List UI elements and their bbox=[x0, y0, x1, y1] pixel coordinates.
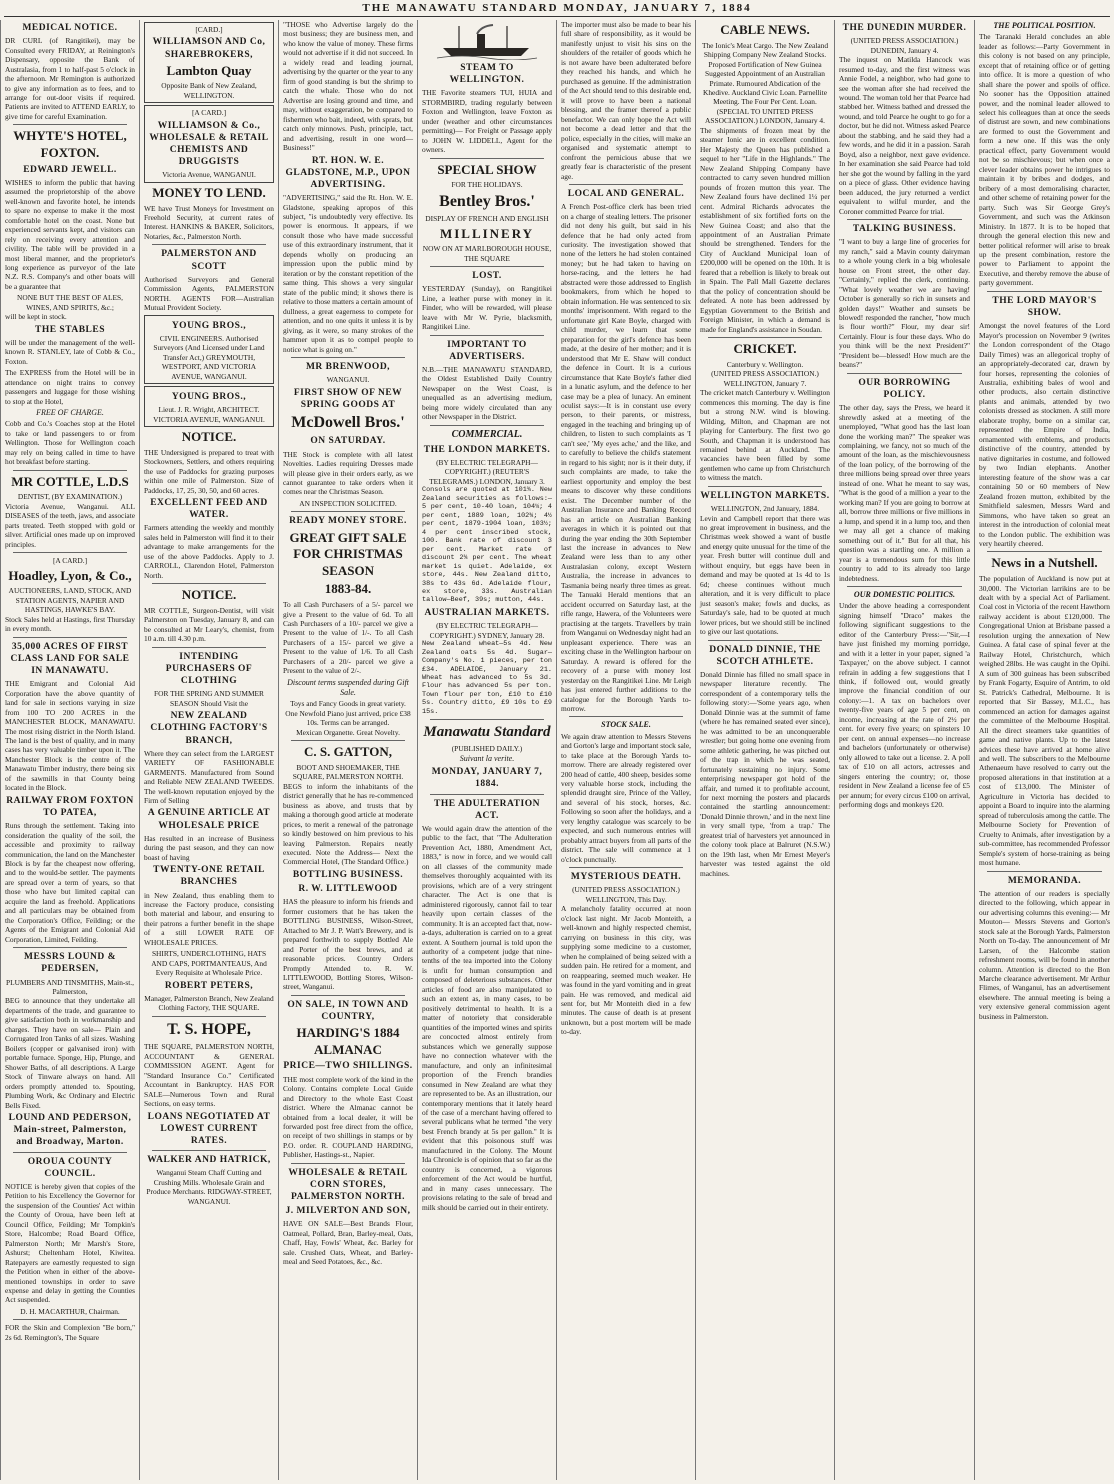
money-to-lend-body: WE have Trust Moneys for Investment on Freehold Security, at current rates of Interest. HANKINS & BAKER, Solicitors, Notaries, &c., Palmerston North. bbox=[144, 203, 274, 241]
australian-markets-heading: AUSTRALIAN MARKETS. bbox=[424, 607, 550, 618]
notice-2-body: MR COTTLE, Surgeon-Dentist, will visit Palmerston on Tuesday, January 8, and can be consulted at Mr Leary's, chemist, from 10 a.m. till 4.30 p.m. bbox=[144, 605, 274, 644]
adulteration-heading: THE ADULTERATION ACT. bbox=[434, 798, 540, 821]
divider bbox=[708, 486, 822, 487]
masthead-rule bbox=[4, 16, 1110, 17]
divider bbox=[708, 337, 822, 338]
for-the-holidays: FOR THE HOLIDAYS. bbox=[451, 180, 523, 190]
divider bbox=[13, 1152, 127, 1153]
talking-business-heading: TALKING BUSINESS. bbox=[852, 224, 957, 235]
london-markets-body: Consols are quoted at 101¾. New Zealand securities as follows:— 5 per cent, 10-40 loan, 104¼; 4 per cent, 1889 loan, 102¾; 4½ per cent, 1879-1904 loan, 103½; 4 per cent inscribed stock, 100. Bank rate of discount 3 per cent. Market rate of discount 2¾ per cent. The wheat market is quiet. Adelaide, ex store, 44s. New Zealand ditto, 38s to 43s 6d. Adelaide flour, ex store, 33s. Australian tallow—Beef, 39s; mutton, 44s. bbox=[422, 486, 552, 605]
shirts-body: SHIRTS, UNDERCLOTHING, HATS AND CAPS, PORTMANTEAUS, And Every Requisite at Wholesale Price. bbox=[151, 949, 267, 978]
palmerston-scott-heading: PALMERSTON AND SCOTT bbox=[161, 249, 257, 272]
hoadley-heading: Hoadley, Lyon, & Co., bbox=[8, 567, 132, 583]
divider bbox=[13, 470, 127, 471]
importer-body: The importer must also be made to bear his full share of responsibility, as it would be manifestly unjust to visit his sins on the shoulders of the retailer of goods which he is not aware have been adulterated before they reached his hands, and which he purchased as genuine. If the administration of the Act should tend to this desirable end, it will prove to have been a national blessing, and the framer thereof a public benefactor. We can only hope the Act will not become a dead letter and that the police, especially in the cities, will make an organised and systematic attempt to confront the pernicious abuse that we greatly fear is characteristic of the present age. bbox=[561, 20, 691, 181]
young-bros-architect-sub: Lieut. J. R. Wright, ARCHITECT. VICTORIA AVENUE, WANGANUI. bbox=[153, 405, 265, 424]
mysterious-death-heading: MYSTERIOUS DEATH. bbox=[570, 872, 682, 883]
medical-notice-heading: MEDICAL NOTICE. bbox=[22, 23, 118, 33]
divider bbox=[13, 637, 127, 638]
on-sale-heading: ON SALE, IN TOWN AND COUNTRY, bbox=[287, 999, 409, 1023]
lound-body: BEG to announce that they undertake all departments of the trade, and guarantee to give satisfaction both in workmanship and charges. They have on sale— Plain and Corrugated Iron Tanks of all sizes. Washing Boilers (copper or galvanised iron) with portable furnace. Sponge, Hip, Plunge, and Shower Baths, of all descriptions. A Large Stock of Tinware always on hand. All orders promptly attended to. Spouting, Plumbing Work, &c Ordinary and Electric Bells Fixed. bbox=[5, 996, 135, 1110]
motto: Suivant la verite. bbox=[459, 754, 515, 764]
lound-heading: MESSRS LOUND & PEDERSEN, bbox=[24, 952, 116, 975]
corn-stores-heading: WHOLESALE & RETAIL CORN STORES, PALMERSTON NORTH. bbox=[288, 1167, 408, 1203]
williamson-heading: WILLIAMSON AND Co, SHAREBROKERS, bbox=[152, 37, 266, 60]
cottle-body: Victoria Avenue, Wanganui. ALL DISEASES of the teeth, jaws, and associate parts treated. Teeth stopped with gold or silver. Artificial ones made up on improved principles. bbox=[5, 501, 135, 549]
cricket-sub: Canterbury v. Wellington. bbox=[726, 359, 804, 369]
twenty-one-heading: TWENTY-ONE RETAIL BRANCHES bbox=[153, 865, 265, 888]
mexican-line: Mexican Organette. Great Novelty. bbox=[296, 727, 400, 737]
stables-body: will be under the management of the well-known R. STANLEY, late of Cobb & Co., Foxton. bbox=[5, 337, 135, 366]
news-nutshell-heading: News in a Nutshell. bbox=[991, 555, 1098, 571]
cricket-heading: CRICKET. bbox=[733, 341, 797, 357]
littlewood-body: HAS the pleasure to inform his friends and former customers that he has taken the BOTTLING BUSINESS, Wilson-Street, Attached to Mr J. P. Watt's Brewery, and is prepared forthwith to supply Bottled Ale and Porter of the best brews, and at reasonable prices. Country Orders Promptly Attended to. R. W. LITTLEWOOD, Bottling Stores, Wilson-street, Wanganui. bbox=[283, 897, 413, 992]
column-3 bbox=[278, 20, 417, 1480]
now-on: NOW ON AT MARLBOROUGH HOUSE, THE SQUARE bbox=[422, 244, 552, 263]
hoadley-card: [A CARD.] bbox=[52, 556, 88, 566]
commercial-heading: COMMERCIAL. bbox=[451, 428, 523, 440]
peters-heading: ROBERT PETERS, bbox=[164, 980, 254, 991]
williamson-chemists-label: [A CARD.] bbox=[191, 108, 227, 118]
intending-sub: FOR THE SPRING AND SUMMER SEASON Should Visit the bbox=[154, 689, 264, 708]
standard-title: Manawatu Standard bbox=[423, 724, 551, 741]
advertising-quote: "THOSE who Advertise largely do the most business; they are business men, and who know the value of money. These firms would not advertise if it did not succeed. In a widely read and leading journal, advertising by the quarter or the year to any firm of good standing is but the shrimp to catch the whale. Those who do not Advertise are losing ground and time, and may, without exaggeration, be compared to fishermen who bait, indeed, with sprats, but catch only minnows. Push, principle, tact, and advertising, result in one word—Business!" bbox=[283, 20, 413, 153]
peters-sub: Manager, Palmerston Branch, New Zealand Clothing Factory, THE SQUARE. bbox=[144, 993, 274, 1013]
wellington-markets-sub: WELLINGTON, 2nd January, 1884. bbox=[710, 504, 820, 514]
bottling-heading: BOTTLING BUSINESS. bbox=[292, 869, 404, 880]
bentley-bros: Bentley Bros.' bbox=[439, 192, 535, 210]
steamship-icon bbox=[437, 22, 537, 60]
running-head: THE MANAWATU STANDARD MONDAY, JANUARY 7, 1884 bbox=[362, 2, 752, 14]
young-bros-heading: YOUNG BROS., bbox=[171, 320, 247, 331]
borrowing-body: The other day, says the Press, we heard it shrewdly asked at a meeting of the unemployed, "What good has the last loan done the working man?" The speaker was complaining, we fancy, not so much of the amount of the loan, as the mischievousness of the loan policy, of the borrowing of the three millions being spread over three years instead of one. What he meant to say was, "What is the good of a million a year to the working man? If you are going to borrow at all, borrow three millions or five millions in a lump, and spend it in a lump too, and then we may all get a chance of making something out of it." But for all that, his question was a startling one. A million a year is a tremendous sum for this little country to add to its already too large indebtedness. bbox=[839, 403, 970, 583]
mysterious-death-body: A melancholy fatality occurred at noon o'clock last night. Mr Jacob Monteith, a well-known and highly respected chemist, carrying on business in this city, was supplying some medicine to a customer, when he complained of being seized with a sudden pain. He retired for a moment, and on reappearing, seemed much weaker. He was found in the yard vomiting and in great pain. He was removed, and medical aid sent for, but Mr Monteith died in a few minutes. The cause of death is at present unknown, but a post mortem will be made to-day. bbox=[561, 904, 691, 1037]
acres-heading: 35,000 ACRES OF FIRST CLASS LAND FOR SALE IN MANAWATU. bbox=[10, 641, 130, 677]
column-8 bbox=[974, 20, 1114, 1480]
divider bbox=[987, 291, 1102, 292]
divider bbox=[291, 511, 405, 512]
steam-body: THE Favorite steamers TUI, HUIA and STORMBIRD, trading regularly between Foxton and Wellington, leave Foxton as under (weather and other circumstances permitting)— For Freight or Passage apply to JOHN W. LIDDELL, Agent for the owners. bbox=[422, 88, 552, 155]
divider bbox=[847, 586, 962, 587]
williamson-card bbox=[144, 22, 274, 103]
money-to-lend-heading: MONEY TO LEND. bbox=[152, 184, 266, 200]
borrowing-heading: OUR BORROWING POLICY. bbox=[858, 377, 951, 400]
gladstone-heading: RT. HON. W. E. GLADSTONE, M.P., UPON ADVERTISING. bbox=[285, 155, 411, 190]
twenty-one-body: in New Zealand, thus enabling them to increase the Factory produce, consisting both material and labour, and ensuring to their patrons a further benefit in the shape of a still LOWER RATE OF WHOLESALE PRICES. bbox=[144, 890, 274, 947]
williamson-sub: Opposite Bank of New Zealand, WELLINGTON. bbox=[161, 81, 257, 100]
divider bbox=[430, 794, 544, 795]
steam-heading: STEAM TO WELLINGTON. bbox=[449, 63, 525, 86]
mcdowell-bros: McDowell Bros.' bbox=[291, 413, 405, 431]
railway-heading: RAILWAY FROM FOXTON TO PATEA, bbox=[6, 795, 134, 818]
column-1 bbox=[0, 20, 139, 1480]
political-position-body: The Taranaki Herald concludes an able leader as follows:—Party Government in this colony is not based on any principle, except that of retaining office or of getting into office. It is more a question of who shall share the power and spoils of office. No sooner has the Opposition attained power, and the nominal leader allowed to select his colleagues than at once the seeds of distrust are sown, and new combinations are formed to oust the Government and form a new one. If this was the only practical effect, party Government would not be so mischievous; but when once a clever leader obtains power he intrigues to maintain it by bribes and dodges, and bribery of a most demoralising character, and other scheme of retaining power for the party. Such was Sir George Grey's Government, and such was the Atkinson Ministry. In 1877. It is to be hoped that through the general election this new and better political reformer will arise to break up the present combination, restore the power to Parliament to appoint the Executive, and thereby remove the abuse of party government. bbox=[979, 32, 1110, 288]
edward-jewell-heading: EDWARD JEWELL. bbox=[23, 164, 117, 175]
divider bbox=[152, 583, 266, 584]
hope-heading: T. S. HOPE, bbox=[167, 1020, 251, 1038]
divider bbox=[987, 551, 1102, 552]
williamson-chemists-card bbox=[144, 105, 274, 183]
stables-heading: THE STABLES bbox=[34, 324, 105, 335]
lost-heading: LOST. bbox=[472, 271, 502, 282]
wellington-markets-heading: WELLINGTON MARKETS. bbox=[700, 490, 830, 501]
display-of: DISPLAY OF FRENCH AND ENGLISH bbox=[425, 214, 549, 224]
talking-business-body: "I want to buy a large line of groceries for my ranch," said a Mavin county dairyman to a whole young clerk in a big wholesale house on Front street, the other day. "Certainly," replied the clerk, continuing. "What lovely weather we are having! October is generally so rich in sunsets and golden days!" Weather and sunsets be blowed! responded the rancher, "how much is flour worth?" Flour, my dear sir! Certainly. Flour is four these days. Who do you think will be the next President?" "President be—blessed! How much are the beans?" bbox=[839, 237, 970, 370]
gift-sale-heading: GREAT GIFT SALE FOR CHRISTMAS SEASON bbox=[289, 529, 407, 578]
dunedin-murder-sub: (UNITED PRESS ASSOCIATION.) DUNEDIN, January 4. bbox=[850, 36, 959, 55]
whytes-hotel-heading: WHYTE'S HOTEL, FOXTON. bbox=[13, 128, 127, 160]
divider bbox=[430, 425, 544, 426]
railway-body: Runs through the settlement. Taking into consideration the quality of the soil, the accessible and proximity to railway communication, the land on the Manchester Block is by far the cheapest now offering, and to the would-be settler. The payments are spread over a term of years, so that those who have but limited capital can acquire the land as freehold. Applications and all particulars may be obtained from the Corporation's Office, Feilding; or the Agents of the Emigrant and Colonial Aid Corporation, Limited, Feilding. bbox=[5, 821, 135, 944]
wines-end: will be kept in stock. bbox=[5, 312, 67, 322]
divider bbox=[430, 335, 544, 336]
almanac-body: THE most complete work of the kind in the Colony. Contains complete Local Guide and Directory to the whole East Coast district. Where the Almanac cannot be obtained from a local dealer, it will be forwarded post free direct from the office, on receipt of two shillings in stamps or by P.O. order. R. COUPLAND HARDING, Publisher, Hastings-st., Napier. bbox=[283, 1074, 413, 1160]
memoranda-body: The attention of our readers is specially directed to the following, which appear in our advertising columns this evening:— Mr Mouton— Messrs Stevens and Gorton's stock sale at the Borough Yards, Palmerston North on To-day. The announcement of Mr Larsen, of the Halcombe station refreshment rooms, will be found in another column. Attention is directed to the Bon Marche clearance advertisement. Mr Arthur Flimes, of Wanganui, has an advertisement elsewhere. The annual meeting is being a very extensive general commission agent business in Palmerston. bbox=[979, 888, 1110, 1021]
divider bbox=[152, 1150, 266, 1151]
kenwood-heading: MR BRENWOOD, bbox=[305, 362, 391, 372]
local-general-body: A French Post-office clerk has been tried on a charge of stealing letters. The prisoner did not deny his guilt, but said in his defence that he had only acted from curiosity. The investigation showed that none of the letters he had stolen contained money; but he had taken to having on horse-racing, and the letters he had abstracted were those addressed to English bookmakers, from which he hoped to obtain information. He was sentenced to six months' imprisonment. With regard to the unfortunate girl Kate Boyle, charged with child murder, we learn that some preparation for the girl's defence has been made, at the desire of her mother; and it is understood that Mr E. Shaw will conduct the defence in Court. It is a curious circumstance that Kate Boyle's father died in a lunatic asylum, and the defence to her case may be a plea of lunacy. An eminent oculist says:—It is in constant use every person, to their parents, or mistress, engaged in the teaching and bringing up of children, to listen to such complaints as 'I can't see,' 'My eyes ache,' and the like, and to carefully to believe the child's statement in regard to his sight; nor is it their duty, if such complaints are made, to take the earliest opportunity and employ the best means to discover why these conditions exist. The December number of the Australian Insurance and Banking Record has an article on Australian Banking averages in which it is pointed out that during the year ending the 30th September last the increase in advances to New Zealand were less than to any other Australasian colony, except Western Australia, the increase in advances to Tasmania being nearly three times as great. The Tanuaki Herald mentions that an accident occurred on Saturday last, at the rifle range, Hawera, of the Volunteers were practising at the targets. Travellers by train from Wanganui on Wednesday night had an unpleasant experience. There was an exciting chase in the Wellington harbour on Saturday. A reward is offered for the recovery of a purse with money lost yesterday on the Rangitikei Line. Mr Leigh has just entered further additions to the catalogue for the Borough Yards to-morrow. bbox=[561, 202, 691, 713]
cottle-sub: DENTIST, (BY EXAMINATION.) bbox=[17, 492, 123, 502]
lound-sub: PLUMBERS AND TINSMITHS, Main-st., Palmerston, bbox=[6, 977, 134, 996]
divider bbox=[152, 244, 266, 245]
feed-water-body: Farmers attending the weekly and monthly sales held in Palmerston will find it to their advantage to make arrangements for the use of the above Paddocks. Apply to J. CARROLL, Clarendon Hotel, Palmerston North. bbox=[144, 523, 274, 580]
cable-news-heading: CABLE NEWS. bbox=[720, 22, 810, 37]
cricket-body: The cricket match Canterbury v. Wellington commences this morning. The day is fine but a strong N.W. wind is blowing. Wilding, Milton, and Chapman are not playing for Canterbury. The first two go South, and Chapman it is understood has remained behind at Auckland. The vacancies have been filled by some gentlemen who came up from Christchurch to witness the match. bbox=[700, 388, 830, 483]
dunedin-murder-heading: THE DUNEDIN MURDER. bbox=[842, 23, 967, 33]
williamson-address: Lambton Quay bbox=[166, 62, 252, 78]
walker-heading: WALKER AND HATRICK, bbox=[147, 1155, 271, 1166]
divider bbox=[430, 719, 544, 720]
special-show: SPECIAL SHOW bbox=[437, 161, 537, 177]
milverton-heading: J. MILVERTON AND SON, bbox=[285, 1206, 411, 1217]
divider bbox=[13, 947, 127, 948]
divider bbox=[847, 219, 962, 220]
divider bbox=[13, 1319, 127, 1320]
notice-body: THE Undersigned is prepared to treat with Stockowners, Settlers, and others requiring the use of Paddocks for grazing purposes within one mile of Palmerston. Size of Paddocks, 17, 25, 30, 50, and 60 acres. bbox=[144, 447, 274, 495]
london-markets-sub: (BY ELECTRIC TELEGRAPH—COPYRIGHT.) (REUTER'S TELEGRAMS.) LONDON, January 3. bbox=[429, 457, 545, 486]
milverton-body: HAVE ON SALE—Best Brands Flour, Oatmeal, Pollard, Bran, Barley-meal, Oats, Chaff, Hay, Fowls' Wheat, &c. Barley for sale. Crushed Oats, Wheat, and Barley-meal and Seed Potatoes, &c., &c. bbox=[283, 1219, 413, 1267]
divider bbox=[987, 871, 1102, 872]
express-body: The EXPRESS from the Hotel will be in attendance on night trains to convey passengers and luggage for those wishing to stop at the Hotel, bbox=[5, 368, 135, 406]
divider bbox=[291, 740, 405, 741]
edward-jewell-body: WISHES to inform the public that having assumed the proprietorship of the above well-known and favorite hotel, he intends to spare no expense to make it the most comfortable hotel on the coast. None but experienced servants kept, and visitors can rely on receiving every attention and civility. The table will be provided in a most liberal manner, and the proprietor's long experience as purveyor of the late N.Z. R.S. Company's and other boats will be a guarantee that bbox=[5, 177, 135, 291]
piano-line: One Newfold Piano just arrived, price £38 10s. Terms can be arranged. bbox=[285, 708, 411, 728]
oroua-body: NOTICE is hereby given that copies of the Petition to his Excellency the Governor for the suspension of the Counties' Act within the County of Oroua, have been left at Council Office, Feilding; Mr Tompkin's Store, Halcombe; Road Board Office, Palmerston North; Mr Marsh's Store, Ashurst; Cheltenham Hotel, Kiwitea. Ratepayers are earnestly requested to sign the Petition when in either of the above-mentioned townships in order to save expense and delay in getting the Counties Act suspended. bbox=[5, 1181, 135, 1305]
divider bbox=[847, 373, 962, 374]
young-bros-architect-card bbox=[144, 386, 274, 427]
hoadley-body: Stock Sales held at Hastings, first Thursday in every month. bbox=[5, 614, 135, 634]
loans-heading: LOANS NEGOTIATED AT LOWEST CURRENT RATES. bbox=[147, 1111, 271, 1146]
published-daily: (PUBLISHED DAILY.) bbox=[451, 743, 523, 753]
littlewood-heading: R. W. LITTLEWOOD bbox=[298, 884, 398, 895]
oroua-signature: D. H. MACARTHUR, Chairman. bbox=[20, 1306, 120, 1316]
gladstone-body: "ADVERTISING," said the Rt. Hon. W. E. Gladstone, speaking apropos of this subject, "is undoubtedly very effective. Its power is enormous. It appears, if we consult those who have made successful use of this extraordinary instrument, that it depends wholly on producing an impression upon the public mind by iteration or by the constant repetition of the same thing. This shows a very singular state of the public mind; it shows there is relative to those matters a certain amount of dullness, a great eagerness to compete for attention, and no one quits it unless it is by giving, as it were, so many strokes of the hammer upon it as to compel people to notice what is going on." bbox=[283, 193, 413, 354]
london-markets-heading: THE LONDON MARKETS. bbox=[423, 444, 551, 455]
divider bbox=[291, 357, 405, 358]
divider bbox=[430, 266, 544, 267]
williamson-chemists-heading: WILLIAMSON & Co., WHOLESALE & RETAIL CHEMISTS AND DRUGGISTS bbox=[149, 120, 269, 168]
cable-news-body: The shipments of frozen meat by the steamer Ionic are in excellent condition. Her Majesty the Queen has published a sequel to her "Life in the Highlands." The New Zealand Shipping Company have contracted to carry seven hundred million pounds of frozen mutton this year. The New Zealand fours have declined 1¼ per cent. Admiral Richards advocates the establishment of six fortified forts on the New Guinea Coast; and also that the appointment of an Australian Primate should be strengthened. Tenders for the City of Auckland Municipal loan of £200,000 will be opened on the 10th. It is feared that a rebellion is likely to break out in Spain. The Pall Mall Gazette declares that the policy of concentration should be defeated. A note has been addressed by Egyptian Government to the British and Foreign Minister, in which a demand is made for England's assistance in Soudan. bbox=[700, 125, 830, 334]
discount-note: Discount terms suspended during Gift Sale. bbox=[287, 677, 409, 698]
divider bbox=[152, 647, 266, 648]
adulteration-body: We would again draw the attention of the public to the fact, that "The Adulteration Prevention Act, 1880, Amendment Act, 1883," is now in force, and we would call on all classes of the community made themselves thoroughly acquainted with its provisions, which are of a very stringent character. The Act is one that is administered rigorously, cannot fail to tear heavily upon certain classes of the community. It is an accepted fact that, now-a-days, adulteration is carried on to a great extent. A Southern journal is told upon the authority of a competent judge that nine-tenths of the tea imported into the Colony is unfit for human consumption and composed of deleterious substances. Other articles of food are also manipulated to such an extent as, in many cases, to be positively detrimental to health. It is a matter of notoriety that considerable quantities of the imported wines and spirits are concocted almost entirely from substances which we generally suppose have no connection whatever with the manufacture, and only an infinitesimal proportion of the French brandies consumed in New Zealand are what they are represented to be. As an illustration, our contemporary mentions that it lately heard of the case of a merchant having offered to several publicans what he termed "the very best French brandy at 5s per gallon." It is evident that this poisonous stuff was manufactured in the Colony. The Mount Ida Chronicle is of opinion that so far as the country is concerned, a vigorous enforcement of the Act would be hurtful, and in many cases unnecessary. The provisions relating to the sale of bread and milk should be carried out in their entirety. bbox=[422, 823, 552, 1212]
lound-signature: LOUND AND PEDERSON, Main-street, Palmerston, and Broadway, Marton. bbox=[8, 1113, 132, 1148]
mysterious-death-sub: (UNITED PRESS ASSOCIATION.) WELLINGTON, This Day. bbox=[572, 885, 680, 904]
column-7 bbox=[834, 20, 974, 1480]
genuine-heading: A GENUINE ARTICLE AT WHOLESALE PRICE bbox=[147, 808, 271, 831]
feed-water-heading: EXCELLENT FEED AND WATER. bbox=[150, 498, 268, 521]
ready-money-heading: READY MONEY STORE. bbox=[289, 516, 407, 527]
almanac-price: PRICE—TWO SHILLINGS. bbox=[283, 1061, 413, 1072]
wellington-markets-body: Levin and Campbell report that there was no great improvement in business, and the Christmas week showed a want of bustle and energy quite unusual for the time of the year. Fresh butter will continue dull and without enquiry, but eggs have been in demand and may be quoted at 1s 4d to 1s 6d; cheese continues without much alteration, and it is very difficult to place just season's make; fowls and ducks, as Saturday's sale, had to be quoted at much lower prices, but we should still be inclined to give our last quotations. bbox=[700, 513, 830, 637]
first-show: FIRST SHOW OF NEW SPRING GOODS AT bbox=[293, 387, 403, 410]
issue-date: MONDAY, JANUARY 7, 1884. bbox=[431, 767, 543, 790]
hoadley-sub: AUCTIONEERS, LAND, STOCK, AND STATION AGENTS, NAPIER AND HASTINGS, HAWKE'S BAY. bbox=[8, 586, 132, 615]
lord-mayor-body: Amongst the novel features of the Lord Mayor's procession on November 9 (writes the London correspondent of the Otago Daily Times) was an allegorical trophy of an appropriately-decorated car, drawn by four horses, representing the colonies of Australia, exhibiting bales of wool and other products, also certain distinctive plants and animals, attended by two colonists dressed as stockmen. A still more elaborate trophy, borne on a similar car, represented the Empire of India, ornamented with emblems, and products distinctive of the country, attended by native dignitaries in costume, and followed by two Indian elephants. Another interesting feature of the show was a car containing 50 or 60 members of New Zealand frozen mutton, exhibited by the Smithfield salesmen, Messrs Ward and Simmons, who have taken so great an interest in the introduction of colonial meat to the London public. The exhibition was very heartily cheered. bbox=[979, 321, 1110, 548]
stock-sale-body: We again draw attention to Messrs Stevens and Gorton's large and important stock sale, to take place at the Borough Yards to-morrow. There are already registered over 200 head of cattle, 400 sheep, besides some very valuable horse stock, including the splendid draught sire, Prince of the Valley, and several of his stock, horses, &c. Following so soon after the holidays, and a very lengthy catalogue was scarcely to be expected, and such numerous entries will probably attract buyers from all parts of the district. The sale will commence at 1 o'clock punctually. bbox=[561, 731, 691, 864]
divider bbox=[291, 995, 405, 996]
williamson-chemists-sub: Victoria Avenue, WANGANUI. bbox=[162, 170, 256, 180]
advertisers-body: N.B.—THE MANAWATU STANDARD, the Oldest Established Daily Country Newspaper on the West Coast, is unequalled as an advertising medium, being more widely circulated than any other Newspaper in the District. bbox=[422, 365, 552, 422]
column-6 bbox=[695, 20, 834, 1480]
notice-2-heading: NOTICE. bbox=[181, 587, 237, 603]
column-2 bbox=[139, 20, 278, 1480]
walker-body: Wanganui Steam Chaff Cutting and Crushing Mills. Wholesale Grain and Produce Merchants. RIDGWAY-STREET, WANGANUI. bbox=[146, 1168, 272, 1206]
divider bbox=[152, 1016, 266, 1017]
lord-mayor-heading: THE LORD MAYOR'S SHOW. bbox=[992, 295, 1097, 319]
williamson-card-label: [CARD.] bbox=[195, 25, 223, 34]
palmerston-scott-body: Authorised Surveyors and General Commission Agents, PALMERSTON NORTH. AGENTS FOR—Australian Mutual Provident Society. bbox=[144, 274, 274, 313]
lost-body: YESTERDAY (Sunday), on Rangitikei Line, a leather purse with money in it. Finder, who will be rewarded, will please leave with Mr W. Pyrie, blacksmith, Rangitikei Line. bbox=[422, 284, 552, 332]
cottle-heading: MR COTTLE, L.D.S bbox=[11, 473, 129, 489]
gatton-sub: BOOT AND SHOEMAKER, THE SQUARE, PALMERSTON NORTH. bbox=[292, 762, 404, 782]
divider bbox=[569, 867, 683, 868]
millinery: MILLINERY bbox=[439, 225, 535, 241]
stock-sale-heading: STOCK SALE. bbox=[601, 720, 651, 730]
divider bbox=[569, 184, 683, 185]
dunedin-murder-body: The inquest on Matilda Hancock was resumed to-day, and the first witness was Annie Fodel, a neighbor, who had gone to see the woman after she had received the wound. The woman told her that Pearce had stabbed her. Witness bathed and dressed the wound, and told Pearce he ought to go for a doctor, but he did not. Witness asked Pearce about the stabbing, and he said they had a few words, and he did it in a passion. Sarah Boyd, also a neighbor, next gave evidence. In her examination she said Pearce had told her she got the wound by falling in the yard on a piece of glass. Other evidence having been adduced, the jury returned a verdict equivalent to wilful murder, and the Coroner committed Pearce for trial. bbox=[839, 55, 970, 216]
news-nutshell-body: The population of Auckland is now put at 30,000. The Victorian larrikins are to be dealt with by a special Act of Parliament. Coal cost in Victoria of the recent Hawthorn railway accident is about £120,000. The Congregational Union at Brisbane passed a resolution urging the annexation of New Guinea. A fatal case of spinal fever at the Railway Hotel, Christchurch, which weighed 28lbs. He was caught in the Opihi. A sum of 300 guineas has been subscribed by Frank Fogarty, Esquire of Antrim, to old St. Patrick's Cathedral, Melbourne. It is reported that Sir Bassey, M.L.C., has commenced an action for damages against the committee of the Melbourne Hospital. All the direct steamers take quantities of game and native plants. Up to the latest advices these have arrived at home alive and well. The subscribers to the Melbourne Athenaeum have resolved to carry out the proposed alterations in that institution at a cost of £13,000. The Minister of Agriculture in Victoria has decided to appoint a Board to inquire into the alarming spread of tuberculosis among the cattle. The Melbourne Society for Prevention of Cruelty to Animals, after investigation by a sub-committee, has recommended Professor Semple's system of horse-training as being most humane. bbox=[979, 574, 1110, 868]
political-position-heading: THE POLITICAL POSITION. bbox=[993, 21, 1096, 30]
skin-body: FOR the Skin and Complexion "Be born," 2s 6d. Remington's, The Square bbox=[5, 1323, 135, 1342]
cricket-sub-2: (UNITED PRESS ASSOCIATION.) WELLINGTON, January 7. bbox=[711, 369, 819, 388]
column-4 bbox=[417, 20, 556, 1480]
advertisers-heading: IMPORTANT TO ADVERTISERS. bbox=[447, 339, 527, 362]
oroua-heading: OROUA COUNTY COUNCIL. bbox=[27, 1156, 113, 1179]
dinnie-body: Donald Dinnie has filled no small space in newspaper literature recently. The correspondent of a contemporary tells the following story:—'Some years ago, when Donald Dinnie was at the summit of fame (where he has remained seated ever since), he was admitted to be an unconquerable wrestler; but going home one evening from some athletic gathering, he was pitched out of the trap in which he was seated, fortunately sustaining no injury. Some enterprising newspaper got hold of the affair, and turned it to profitable account, for next morning the posters and placards contained the startling announcement: 'Donald Dinnie thrown,' and in the next line in very small type, 'from a trap.' The greatest trial of harvesters yet announced in the colony took place at Balruret (N.S.W.) on the 19th last, when Mr Ernest Meyer's harvester was tested against the old machines. bbox=[700, 669, 830, 878]
divider bbox=[13, 552, 127, 553]
free-of-charge: FREE OF CHARGE. bbox=[36, 408, 104, 418]
dinnie-heading: DONALD DINNIE, THE SCOTCH ATHLETE. bbox=[709, 644, 821, 667]
toys-line: Toys and Fancy Goods in great variety. bbox=[290, 699, 406, 709]
wines-line: NONE BUT THE BEST OF ALES, WINES, AND SPIRITS, &c.; bbox=[17, 293, 123, 312]
cable-news-items: The Ionic's Meat Cargo. The New Zealand Shipping Company New Zealand Stocks. Proposed Fortification of New Guinea Suggested Appointment of an Australian Primate. Rumoured Abdication of the Khedive. Auckland Civic Loan. Parnellite Meeting. The Four Per Cent. Loan. bbox=[701, 40, 829, 107]
genuine-body: Has resulted in an increase of Business during the past season, and they can now boast of having bbox=[144, 833, 274, 862]
almanac-heading: HARDING'S 1884 ALMANAC bbox=[296, 1025, 400, 1057]
notice-heading: NOTICE. bbox=[181, 429, 237, 445]
column-5 bbox=[556, 20, 695, 1480]
kenwood-sub: WANGANUI. bbox=[326, 375, 370, 385]
divider bbox=[708, 640, 822, 641]
mcdowell-body: THE Stock is complete with all latest Novelties. Ladies requiring Dresses made will please give in their orders early, as we cannot guarantee to take orders when it comes near the Christmas Season. bbox=[283, 449, 413, 497]
young-bros-sub: CIVIL ENGINEERS. Authorised Surveyors (And Licensed under Land Transfer Act,) GREYMOUTH, WESTPORT, AND VICTORIA AVENUE, WANGANUI. bbox=[153, 333, 265, 381]
inspection-solicited: AN INSPECTION SOLICITED. bbox=[299, 498, 397, 508]
cobb-coaches-body: Cobb and Co.'s Coaches stop at the Hotel to take or land passengers to or from Wellington. Those for Wellington coach may rely on being called in time to have hot breakfast before starting. bbox=[5, 419, 135, 467]
divider bbox=[569, 716, 683, 717]
gift-sale-body: To all Cash Purchasers of a 5/- parcel we give a Present to the value of 6d. To all Cash Purchasers of a 10/- parcel we give a Present to the value of 1/-. To all Cash Purchasers of a 15/- parcel we give a Present to the value of 1/6. To all Cash Purchasers of a 20/- parcel we give a Present to the value of 2/-. bbox=[283, 600, 413, 676]
hope-body: THE SQUARE, PALMERSTON NORTH, ACCOUNTANT & GENERAL COMMISSION AGENT. Agent for "Standard Insurance Co." Certificated Accountant in Bankruptcy. HAS FOR SALE—Numerous Town and Rural Sections, on easy terms. bbox=[144, 1042, 274, 1109]
acres-body: THE Emigrant and Colonial Aid Corporation have the above quantity of land for sale in sections varying in size from 100 TO 200 ACRES in the MANCHESTER BLOCK, MANAWATU. The most rising district in the North Island. The land is the best of quality, and in many cases has very valuable timber upon it. The Manchester Block is the centre of the Manawatu Timber industry, there being six of the sawmills in that County being located in the Block. bbox=[5, 679, 135, 793]
domestic-politics-body: Under the above heading a correspondent signing himself "Draco" makes the following significant suggestions to the editor of the Canterbury Press:—"Sir,—I have just finished my morning porridge, and with it a letter in your paper, signed 'a Taxpayer,' on the above subject. I cannot refrain in adding a few suggestions that I think, if followed out, would greatly improve the financial condition of our colony:—1. A tax on bachelors over twenty-five years of age 5 per cent, on income, increasing at the rate of 2½ per cent. for every five years; on spinsters 10 per cent. on annual expenses—no increase and bachelors (unfortunately or otherwise) only allowed to take out a license. 2. A poll tax of £10 on all actors, actresses and singers entering the country; or, those resident in New Zealand a license fee of £5 per annum; for every circus £100 on arrival, performing dogs and monkeys £20. bbox=[839, 601, 970, 810]
young-bros-card bbox=[144, 315, 274, 385]
local-general-heading: LOCAL AND GENERAL. bbox=[567, 188, 685, 199]
gift-sale-year: 1883-84. bbox=[324, 581, 372, 597]
gatton-heading: C. S. GATTON, bbox=[303, 744, 392, 760]
memoranda-heading: MEMORANDA. bbox=[1007, 875, 1082, 886]
australian-markets-body: New Zealand wheat—5s 4d. New Zealand oats 5s 4d. Sugar—Company's No. 1 pieces, per ton £34. ADELAIDE, January 21. Wheat has advanced to 5s 3d. Flour has advanced 5s per ton. Town flour per ton, £10 to £10 5s. Country ditto, £9 10s to £9 15s. bbox=[422, 640, 552, 716]
nz-clothing-heading: NEW ZEALAND CLOTHING FACTORY'S BRANCH, bbox=[150, 711, 268, 746]
cable-news-sub: (SPECIAL TO UNITED PRESS ASSOCIATION.) LONDON, January 4. bbox=[705, 106, 825, 126]
gatton-body: BEGS to inform the inhabitants of the district generally that he has re-commenced business as above, and trusts that by making a thorough good article at moderate prices, to merit a renewal of the patronage so kindly bestowed on him previous to his leaving Palmerston. Repairs neatly executed. Note the Address— Next the Commercial Hotel, (The Standard Office.) bbox=[283, 781, 413, 867]
nz-clothing-body: Where they can select from the LARGEST VARIETY OF FASHIONABLE GARMENTS. Manufactured from Sound and Reliable NEW ZEALAND TWEEDS. The well-known reputation enjoyed by the Firm of Selling bbox=[144, 748, 274, 805]
medical-notice-body: DR CURL (of Rangitikei), may be Consulted every FRIDAY, at Reinington's Dispensary, opposite the Bank of Australasia, from 1 to half-past 5 o'clock in the afternoon. Mr Remington is authorized to give any information as to fees, and to arrange for out-door visits if required. Patients are invited to ATTEND EARLY, to give time for careful Examination. bbox=[5, 36, 135, 121]
australian-markets-sub: (BY ELECTRIC TELEGRAPH—COPYRIGHT.) SYDNEY, January 28. bbox=[429, 621, 545, 640]
divider bbox=[291, 1163, 405, 1164]
intending-heading: INTENDING PURCHASERS OF CLOTHING bbox=[165, 651, 253, 687]
domestic-politics-heading: OUR DOMESTIC POLITICS. bbox=[853, 590, 956, 599]
young-bros-architect-heading: YOUNG BROS., bbox=[171, 392, 247, 403]
on-saturday: ON SATURDAY. bbox=[310, 436, 386, 447]
divider bbox=[430, 158, 544, 159]
divider bbox=[13, 124, 127, 125]
